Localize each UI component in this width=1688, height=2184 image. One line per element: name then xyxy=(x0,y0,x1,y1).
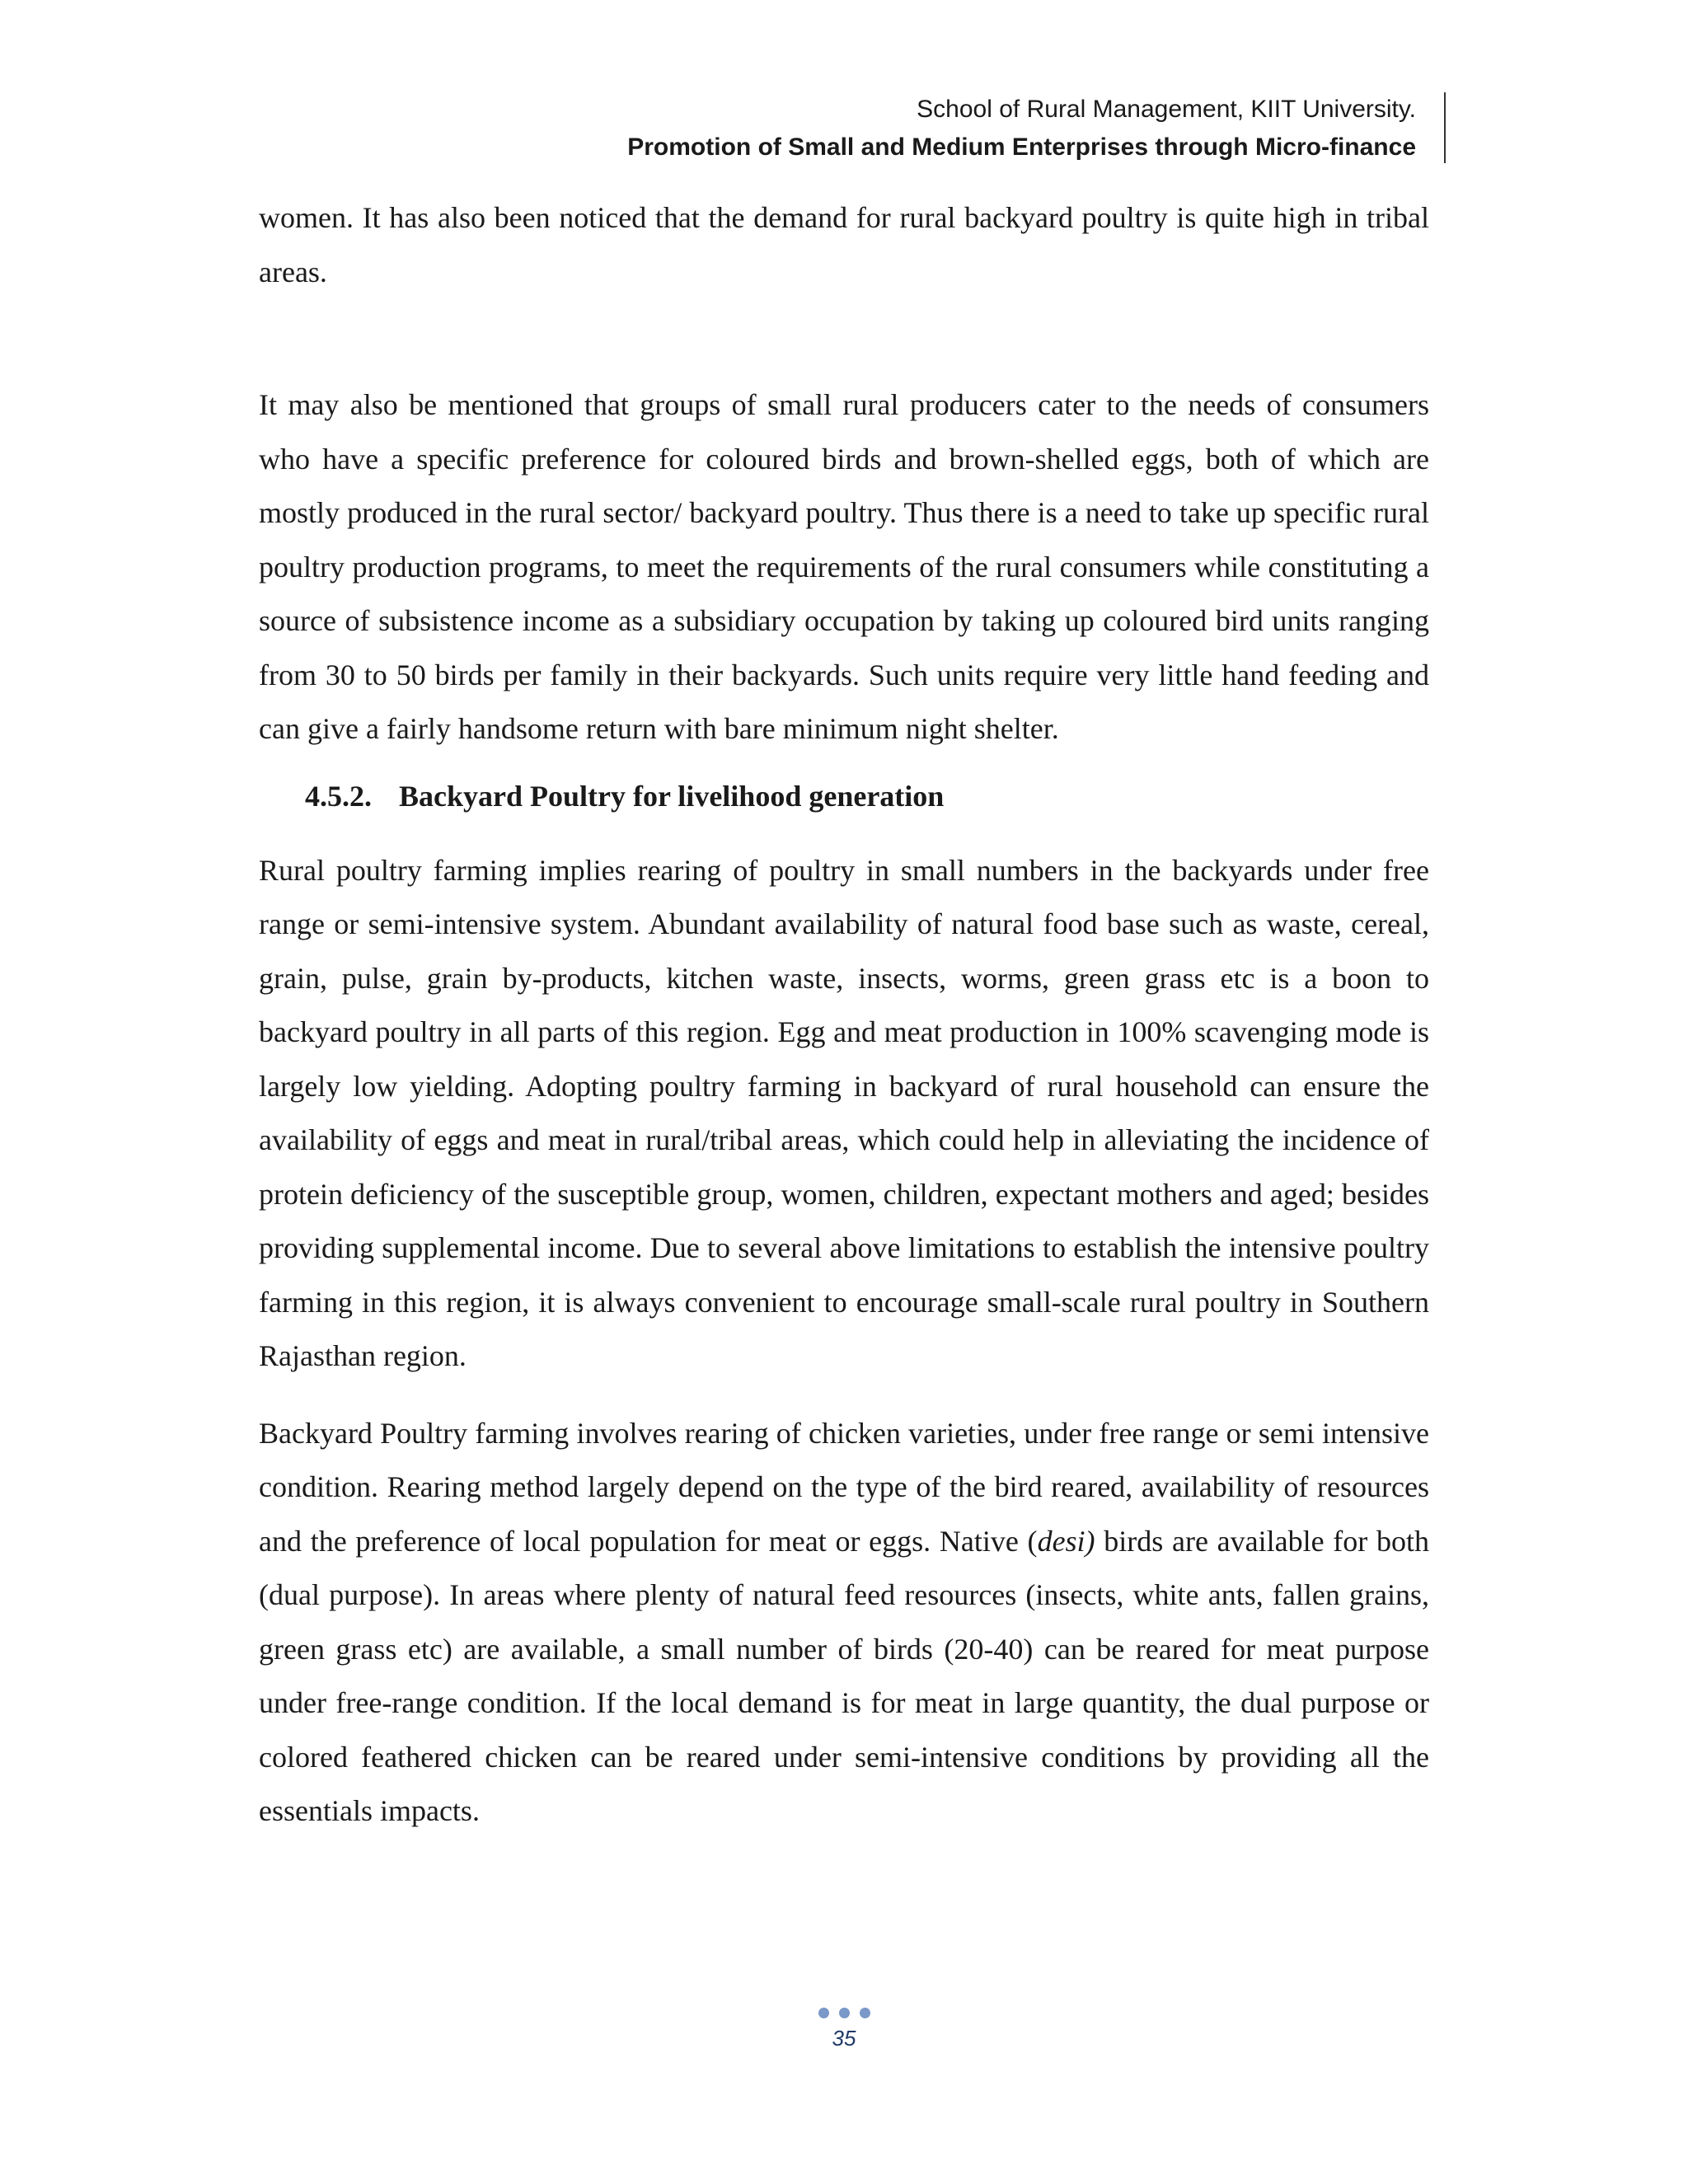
dot-icon xyxy=(818,2008,829,2018)
dot-icon xyxy=(839,2008,850,2018)
paragraph-backyard-poultry-farming xyxy=(259,1407,1429,1839)
header-institution: School of Rural Management, KIIT University. xyxy=(917,96,1416,123)
document-body xyxy=(259,191,1429,1839)
dot-icon xyxy=(860,2008,870,2018)
paragraph-text: Backyard Poultry farming involves rearing of chicken varieties, under free range or semi intensive condition. Rearing method largely depend on the type of the bird reared, availability of resources and the preference of local population for meat or eggs. Native ( xyxy=(259,1416,1429,1558)
paragraph-rural-poultry-farming: Rural poultry farming implies rearing of poultry in small numbers in the backyards under free range or semi-intensive system. Abundant availability of natural food base such as waste, cereal, grain, pulse, grain by-products, kitchen waste, insects, worms, green grass etc is a boon to backyard poultry in all parts of this region. Egg and meat production in 100% scavenging mode is largely low yielding. Adopting poultry farming in backyard of rural household can ensure the availability of eggs and meat in rural/tribal areas, which could help in alleviating the incidence of protein deficiency of the susceptible group, women, children, expectant mothers and aged; besides providing supplemental income. Due to several above limitations to establish the intensive poultry farming in this region, it is always convenient to encourage small-scale rural poultry in Southern Rajasthan region. xyxy=(259,853,1429,1372)
section-number: 4.5.2. xyxy=(305,779,372,813)
italic-term: desi) xyxy=(1037,1524,1095,1558)
header-divider xyxy=(1444,92,1446,163)
paragraph-continuation: women. It has also been noticed that the demand for rural backyard poultry is quite high in tribal areas. xyxy=(259,201,1429,288)
section-heading xyxy=(305,773,1429,819)
paragraph-rural-producers: It may also be mentioned that groups of small rural producers cater to the needs of consumers who have a specific preference for coloured birds and brown-shelled eggs, both of which are mostly produced in the rural sector/ backyard poultry. Thus there is a need to take up specific rural poultry production programs, to meet the requirements of the rural consumers while constituting a source of subsistence income as a subsidiary occupation by taking up coloured bird units ranging from 30 to 50 birds per family in their backyards. Such units require very little hand feeding and can give a fairly handsome return with bare minimum night shelter. xyxy=(259,388,1429,745)
section-title: Backyard Poultry for livelihood generation xyxy=(399,779,945,813)
footer-dots-icon xyxy=(818,2008,870,2018)
page-number: 35 xyxy=(832,2026,856,2050)
paragraph-text: birds are available for both (dual purpose). In areas where plenty of natural feed resources (insects, white ants, fallen grains, green grass etc) are available, a small number of birds (20-40) can be reared for meat purpose under free-range condition. If the local demand is for meat in large quantity, the dual purpose or colored feathered chicken can be reared under semi-intensive conditions by providing all the essentials impacts. xyxy=(259,1524,1429,1827)
page-header xyxy=(627,91,1431,166)
header-document-title: Promotion of Small and Medium Enterprises through Micro-finance xyxy=(627,134,1416,161)
page-footer xyxy=(0,2008,1688,2051)
